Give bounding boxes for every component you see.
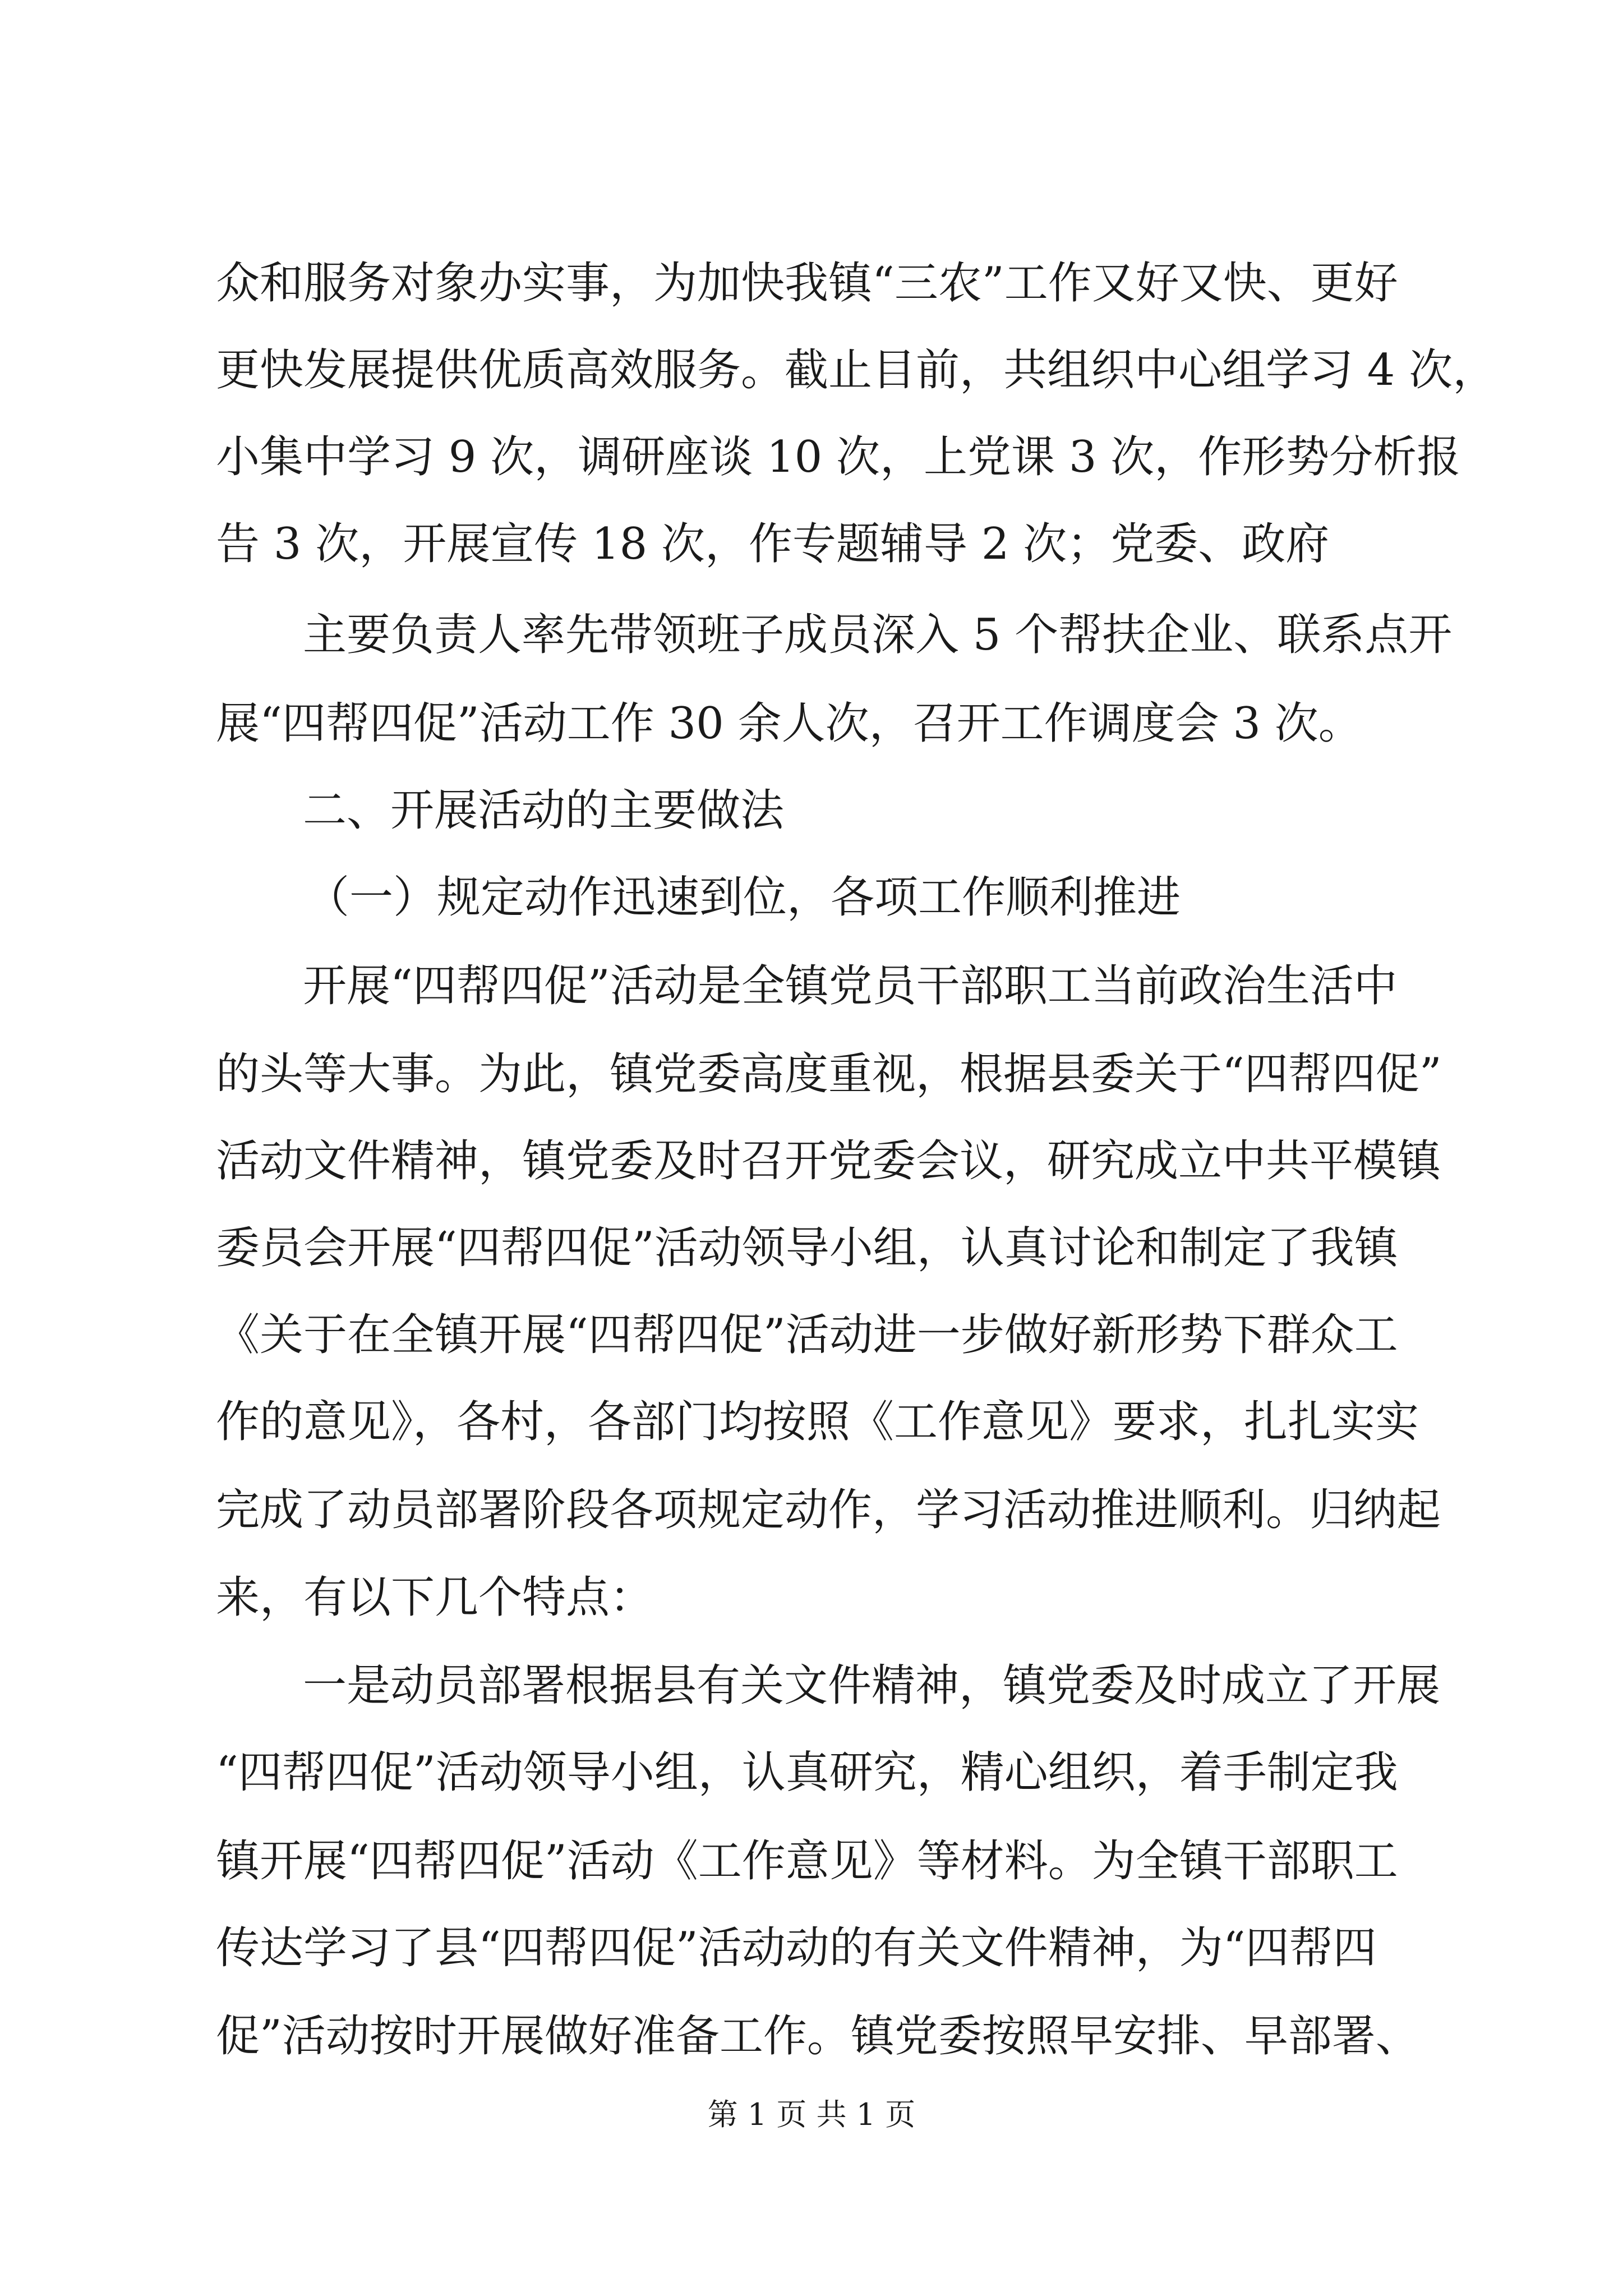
paragraph-line: 来，有以下几个特点： — [216, 1572, 654, 1623]
paragraph-line: 委员会开展“四帮四促”活动领导小组，认真讨论和制定了我镇 — [216, 1223, 1398, 1273]
paragraph-line: 开展“四帮四促”活动是全镇党员干部职工当前政治生活中 — [303, 961, 1398, 1011]
paragraph-line: 传达学习了县“四帮四促”活动动的有关文件精神，为“四帮四 — [216, 1923, 1377, 1973]
paragraph-line: 的头等大事。为此，镇党委高度重视，根据县委关于“四帮四促” — [216, 1049, 1442, 1099]
paragraph-line: 主要负责人率先带领班子成员深入 5 个帮扶企业、联系点开 — [303, 610, 1453, 660]
paragraph-line: 活动文件精神，镇党委及时召开党委会议，研究成立中共平模镇 — [216, 1136, 1441, 1186]
section-heading: （一）规定动作迅速到位，各项工作顺利推进 — [306, 872, 1181, 923]
paragraph-line: 《关于在全镇开展“四帮四促”活动进一步做好新形势下群众工 — [216, 1310, 1398, 1360]
paragraph-line: 作的意见》，各村，各部门均按照《工作意见》要求，扎扎实实 — [216, 1397, 1419, 1447]
paragraph-line: “四帮四促”活动领导小组，认真研究，精心组织，着手制定我 — [216, 1747, 1398, 1798]
paragraph-line: 镇开展“四帮四促”活动《工作意见》等材料。为全镇干部职工 — [216, 1836, 1398, 1887]
paragraph-line: 促”活动按时开展做好准备工作。镇党委按照早安排、早部署、 — [216, 2011, 1419, 2062]
paragraph-line: 完成了动员部署阶段各项规定动作，学习活动推进顺利。归纳起 — [216, 1485, 1441, 1535]
paragraph-line: 更快发展提供优质高效服务。截止目前，共组织中心组学习 4 次， — [216, 345, 1497, 395]
paragraph-line: 展“四帮四促”活动工作 30 余人次，召开工作调度会 3 次。 — [216, 698, 1362, 749]
paragraph-line: 小集中学习 9 次，调研座谈 10 次，上党课 3 次，作形势分析报 — [216, 432, 1461, 482]
paragraph-line: 一是动员部署根据县有关文件精神，镇党委及时成立了开展 — [303, 1660, 1441, 1711]
paragraph-line: 众和服务对象办实事，为加快我镇“三农”工作又好又快、更好 — [216, 258, 1398, 309]
section-heading: 二、开展活动的主要做法 — [303, 785, 785, 836]
page-footer: 第 1 页 共 1 页 — [707, 2097, 916, 2132]
paragraph-line: 告 3 次，开展宣传 18 次，作专题辅导 2 次；党委、政府 — [216, 519, 1330, 569]
